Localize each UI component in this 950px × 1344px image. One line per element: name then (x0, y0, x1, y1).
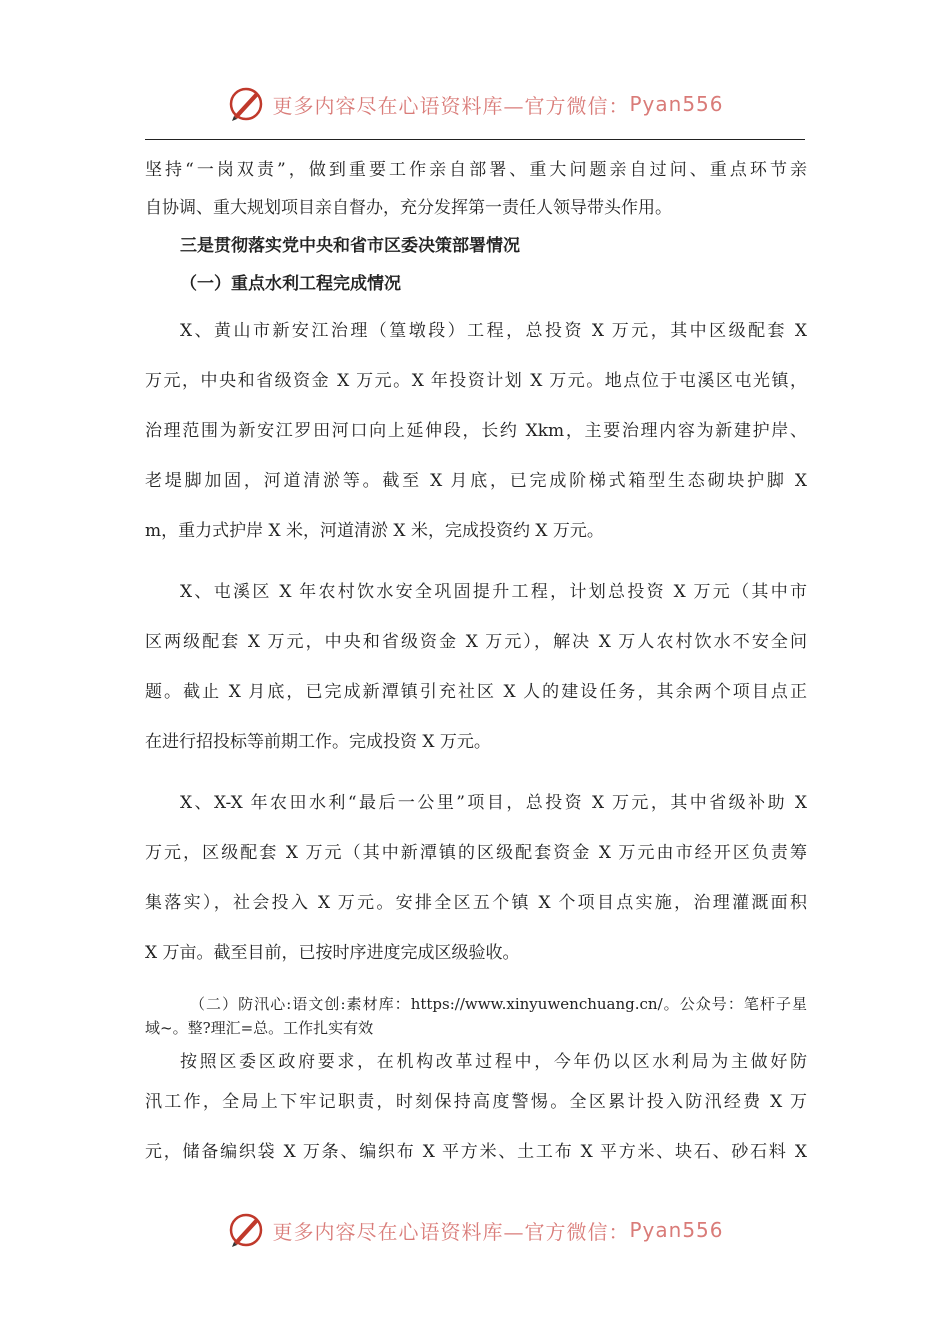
pen-logo-icon (226, 1210, 266, 1250)
footer-banner-text: 更多内容尽在心语资料库—官方微信： (272, 1219, 630, 1244)
body-line: 坚持“一岗双责”，做到重要工作亲自部署、重大问题亲自过问、重点环节亲 (145, 160, 807, 180)
section-heading: 三是贯彻落实党中央和省市区委决策部署情况 (180, 236, 520, 256)
body-line: X 万亩。截至目前，已按时序进度完成区级验收。 (145, 943, 520, 963)
header-banner-id: Pyan556 (629, 92, 724, 116)
body-line: 集落实），社会投入 X 万元。安排全区五个镇 X 个项目点实施，治理灌溉面积 (145, 893, 807, 913)
body-line: m，重力式护岸 X 米，河道清淤 X 米，完成投资约 X 万元。 (145, 521, 604, 541)
header-divider (145, 139, 805, 140)
subheading-flood-control-cont: 域~。整?理汇=总。工作扎实有效 (145, 1019, 374, 1037)
body-line: 元，储备编织袋 X 万条、编织布 X 平方米、土工布 X 平方米、块石、砂石料 X (145, 1142, 807, 1162)
body-line: 区两级配套 X 万元，中央和省级资金 X 万元），解决 X 万人农村饮水不安全问 (145, 632, 807, 652)
footer-banner (0, 1210, 950, 1250)
body-line: 万元，区级配套 X 万元（其中新潭镇的区级配套资金 X 万元由市经开区负责筹 (145, 843, 807, 863)
body-line: X、黄山市新安江治理（篁墩段）工程，总投资 X 万元，其中区级配套 X (180, 321, 807, 341)
header-banner (0, 84, 950, 124)
header-banner-text: 更多内容尽在心语资料库—官方微信： (272, 93, 630, 118)
body-line: X、屯溪区 X 年农村饮水安全巩固提升工程，计划总投资 X 万元（其中市 (180, 582, 807, 602)
body-line: 老堤脚加固，河道清淤等。截至 X 月底，已完成阶梯式箱型生态砌块护脚 X (145, 471, 807, 491)
body-line: 自协调、重大规划项目亲自督办，充分发挥第一责任人领导带头作用。 (145, 198, 672, 218)
pen-logo-icon (226, 84, 266, 124)
body-line: 汛工作，全局上下牢记职责，时刻保持高度警惕。全区累计投入防汛经费 X 万 (145, 1092, 807, 1112)
subheading-flood-control: （二）防汛心:语文创:素材库：https://www.xinyuwenchuang.cn/。公众号：笔杆子星 (190, 995, 807, 1013)
body-line: 题。截止 X 月底，已完成新潭镇引充社区 X 人的建设任务，其余两个项目点正 (145, 682, 807, 702)
body-line: 万元，中央和省级资金 X 万元。X 年投资计划 X 万元。地点位于屯溪区屯光镇， (145, 371, 807, 391)
body-line: 治理范围为新安江罗田河口向上延伸段，长约 Xkm，主要治理内容为新建护岸、 (145, 421, 807, 441)
subheading-key-projects: （一）重点水利工程完成情况 (180, 274, 401, 294)
footer-banner-id: Pyan556 (629, 1218, 724, 1242)
body-line: X、X-X 年农田水利“最后一公里”项目，总投资 X 万元，其中省级补助 X (180, 793, 807, 813)
body-line: 按照区委区政府要求，在机构改革过程中，今年仍以区水利局为主做好防 (180, 1052, 807, 1072)
body-line: 在进行招投标等前期工作。完成投资 X 万元。 (145, 732, 491, 752)
